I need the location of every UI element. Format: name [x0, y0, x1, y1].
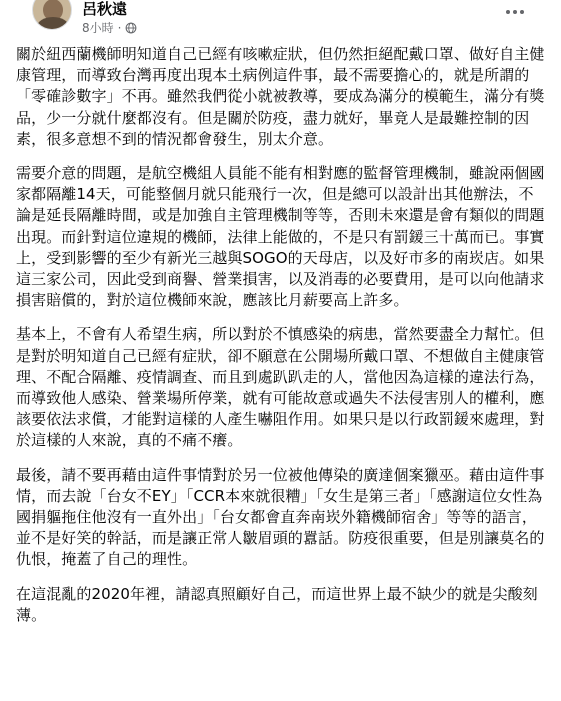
post-paragraph-3: 基本上，不會有人希望生病，所以對於不慎感染的病患，當然要盡全力幫忙。但是對於明知道自己已經有症狀，卻不願意在公開場所戴口罩、不想做自主健康管理、不配合隔離、疫情調查、而且到處趴趴走的人，當他因為這樣的違法行為，而導致他人感染、營業場所停業，就有可能故意或過失不法侵害別人的權利，應該要依法求償，才能對這樣的人產生嚇阻作用。如果只是以行政罰鍰來處理，對於這樣的人來說，真的不痛不癢。: [16, 325, 545, 450]
meta-separator: ·: [117, 21, 122, 35]
globe-icon[interactable]: [125, 22, 137, 34]
post-paragraph-4: 最後，請不要再藉由這件事情對於另一位被他傳染的廣達個案獵巫。藉由這件事情，而去說「台女不EY」「CCR本來就很糟」「女生是第三者」「感謝這位女性為國捐軀拖住他沒有一直外出」「台女都會直奔南崁外籍機師宿舍」等等的語言，並不是好笑的幹話，而是讓正常人皺眉頭的囂話。防疫很重要，但是別讓莫名的仇恨，掩蓋了自己的理性。: [16, 465, 545, 569]
more-options-button[interactable]: [501, 0, 529, 26]
post-paragraph-5: 在這混亂的2020年裡，請認真照顧好自己，而這世界上最不缺少的就是尖酸刻薄。: [16, 584, 538, 624]
post-header: [16, 0, 545, 46]
post-paragraph-2: 需要介意的問題，是航空機組人員能不能有相對應的監督管理機制，雖說兩個國家都隔離14天，可能整個月就只能飛行一次，但是總可以設計出其他辦法，不論是延長隔離時間，或是加強自主管理機制等等，否則未來還是會有類似的問題出現。而針對這位違規的機師，法律上能做的，不是只有罰鍰三十萬而已。事實上，受到影響的至少有新光三越與SOGO的天母店，以及好市多的南崁店。如果這三家公司，因此受到商譽、營業損害，以及消毒的必要費用，是可以向他請求損害賠償的，對於這位機師來說，應該比月薪要高上許多。: [16, 164, 545, 310]
avatar[interactable]: [32, 0, 72, 30]
author-name[interactable]: 呂秋遠: [82, 0, 128, 18]
more-options-icon: [505, 9, 525, 15]
post-timestamp[interactable]: 8小時: [82, 21, 114, 35]
post-body: [16, 44, 546, 639]
post-paragraph-1: 關於紐西蘭機師明知道自己已經有咳嗽症狀，但仍然拒絕配戴口罩、做好自主健康管理，而導致台灣再度出現本土病例這件事，最不需要擔心的，就是所謂的「零確診數字」不再。雖然我們從小就被教導，要成為滿分的模範生，滿分有獎品，少一分就什麼都沒有。但是關於防疫，盡力就好，畢竟人是最難控制的因素，很多意想不到的情況都會發生，別太介意。: [16, 45, 545, 148]
post-meta: [82, 20, 137, 36]
